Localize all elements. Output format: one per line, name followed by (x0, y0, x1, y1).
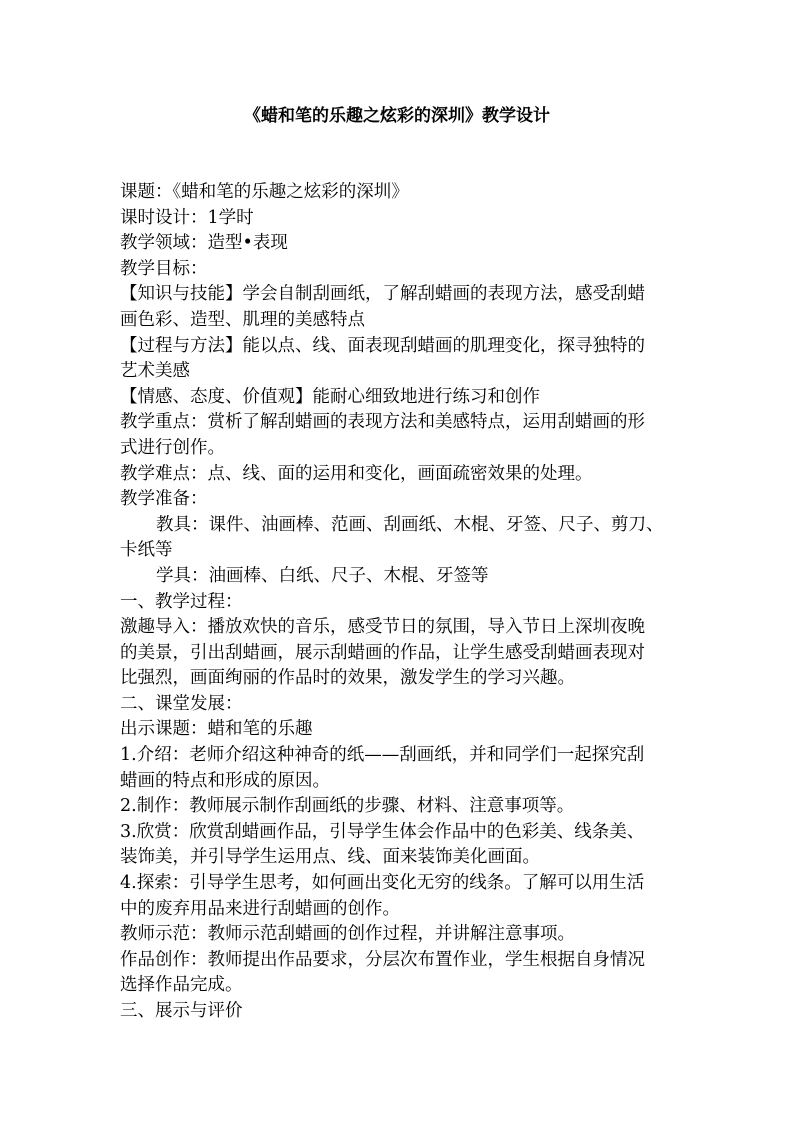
teaching-difficulty-line: 教学难点：点、线、面的运用和变化，画面疏密效果的处理。 (120, 463, 593, 484)
document-body (120, 180, 682, 1025)
objective-process-line: 【过程与方法】能以点、线、面表现刮蜡画的肌理变化，探寻独特的 (120, 335, 645, 356)
step-appreciate-line: 3.欣赏：欣赏刮蜡画作品，引导学生体会作品中的色彩美、线条美、 (120, 821, 645, 842)
lesson-topic-line: 课题：《蜡和笔的乐趣之炫彩的深圳》 (120, 182, 409, 202)
section-heading: 二、课堂发展： (120, 693, 243, 714)
lesson-hours-line: 课时设计：1学时 (120, 207, 254, 228)
intro-paragraph-line: 比强烈，画面绚丽的作品时的效果，激发学生的学习兴趣。 (120, 668, 575, 689)
section-heading: 一、教学过程： (120, 591, 243, 612)
intro-paragraph-line: 的美景，引出刮蜡画，展示刮蜡画的作品，让学生感受刮蜡画表现对 (120, 642, 645, 663)
intro-paragraph-line: 激趣导入：播放欢快的音乐，感受节日的氛围，导入节日上深圳夜晚 (120, 617, 645, 638)
teaching-focus-line: 式进行创作。 (120, 437, 225, 458)
creation-line: 作品创作：教师提出作品要求，分层次布置作业，学生根据自身情况 (120, 949, 645, 970)
teaching-focus-line: 教学重点：赏析了解刮蜡画的表现方法和美感特点，运用刮蜡画的形 (120, 412, 645, 433)
objective-knowledge-line: 画色彩、造型、肌理的美感特点 (120, 309, 365, 330)
step-introduce-line: 蜡画的特点和形成的原因。 (120, 770, 330, 791)
objective-process-line: 艺术美感 (120, 361, 190, 382)
step-appreciate-line: 装饰美，并引导学生运用点、线、面来装饰美化画面。 (120, 847, 540, 868)
creation-line: 选择作品完成。 (120, 975, 243, 996)
step-make-line: 2.制作：教师展示制作刮画纸的步骤、材料、注意事项等。 (120, 796, 575, 817)
section-heading: 三、展示与评价 (120, 1001, 243, 1021)
step-explore-line: 中的废弃用品来进行刮蜡画的创作。 (120, 898, 400, 919)
teacher-tools-line: 教具：课件、油画棒、范画、刮画纸、木棍、牙签、尺子、剪刀、 (156, 514, 664, 535)
student-tools-line: 学具：油画棒、白纸、尺子、木棍、牙签等 (156, 565, 489, 586)
teacher-tools-line: 卡纸等 (120, 540, 173, 561)
objective-emotion-line: 【情感、态度、价值观】能耐心细致地进行练习和创作 (120, 386, 540, 407)
teacher-demo-line: 教师示范：教师示范刮蜡画的创作过程，并讲解注意事项。 (120, 924, 575, 945)
topic-display-line: 出示课题：蜡和笔的乐趣 (120, 719, 313, 740)
objective-knowledge-line: 【知识与技能】学会自制刮画纸，了解刮蜡画的表现方法，感受刮蜡 (120, 284, 645, 305)
teaching-field-line: 教学领域：造型•表现 (120, 233, 288, 254)
teaching-objectives-heading: 教学目标： (120, 258, 208, 279)
step-explore-line: 4.探索：引导学生思考，如何画出变化无穷的线条。了解可以用生活 (120, 873, 645, 894)
teaching-preparation-heading: 教学准备： (120, 489, 208, 510)
document-title: 《蜡和笔的乐趣之炫彩的深圳》教学设计 (244, 106, 550, 126)
step-introduce-line: 1.介绍：老师介绍这种神奇的纸——刮画纸，并和同学们一起探究刮 (120, 745, 645, 766)
